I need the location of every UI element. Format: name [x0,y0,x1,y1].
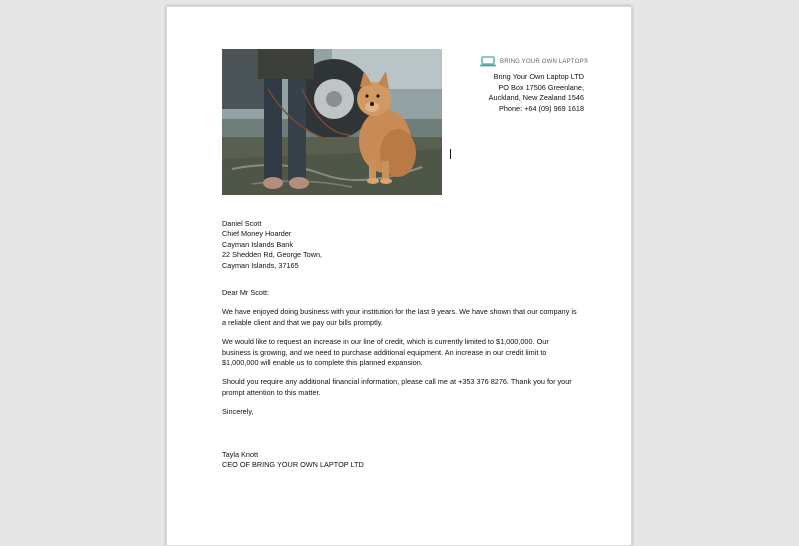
sender-phone: Phone: +64 (09) 969 1618 [499,104,584,114]
signature-name: Tayla Knott [222,450,259,459]
recipient-country: Cayman Islands, 37165 [222,260,299,270]
recipient-title: Chief Money Hoarder [222,229,292,239]
dog-photo[interactable] [222,49,442,195]
letterhead-logo [480,56,588,67]
recipient-address [222,219,582,271]
laptop-icon [480,56,496,67]
sender-company: Bring Your Own Laptop LTD [493,72,584,81]
sender-address [489,72,584,115]
paragraph-1: We have enjoyed doing business with your institution for the last 9 years. We have shown that our company is a reliable client and that we pay our bills promptly. [222,307,577,327]
sender-city: Auckland, New Zealand 1546 [488,93,584,103]
text-cursor [450,149,451,159]
recipient-name: Daniel Scott [222,219,262,228]
paragraph-3: Should you require any additional financial information, please call me at +353 376 8276. Thank you for your prompt attention to this matter. [222,377,572,397]
recipient-bank: Cayman Islands Bank [222,239,293,249]
salutation: Dear Mr Scott: [222,288,270,297]
sender-po-box: PO Box 17506 Greenlane, [498,82,584,92]
recipient-street: 22 Shedden Rd, George Town, [222,250,323,260]
document-page[interactable] [166,6,632,546]
dog-photo-graphic [222,49,442,195]
logo-text: BRING YOUR OWN LAPTOP® [500,58,589,65]
letter-body [222,288,582,427]
signature-block [222,450,582,471]
paragraph-2: We would like to request an increase in our line of credit, which is currently limited to $1,000,000. Our business is growing, and we need to purchase additional equipment. An increase in our credit limit to $1,000,000 will enable us to complete this planned expansion. [222,337,549,368]
closing: Sincerely, [222,407,254,417]
signature-title: CEO OF BRING YOUR OWN LAPTOP LTD [222,460,364,470]
